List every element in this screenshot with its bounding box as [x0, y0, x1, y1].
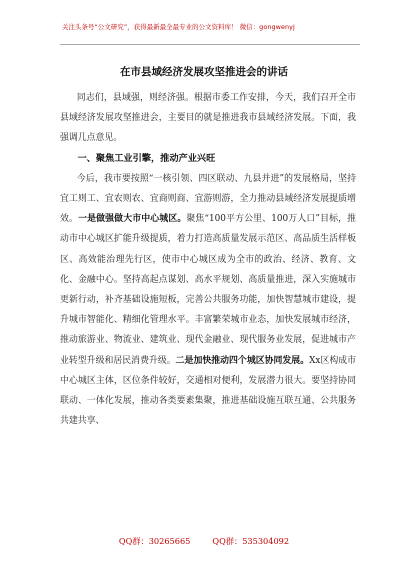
body-paragraph-2: [60, 169, 356, 432]
qq-group-2: QQ群：535304092: [212, 536, 290, 546]
promo-banner: 关注头条号“公文研究”，获得最新最全最专业的公文资料库！ 微信：gongwenyj: [62, 23, 295, 31]
document-body: [60, 88, 356, 431]
qq-group-1: QQ群：30265665: [118, 536, 191, 546]
footer-qq-groups: [0, 536, 408, 547]
bold-lead-1: 一是做强做大市中心城区。: [78, 214, 187, 225]
intro-paragraph: 同志们，县域强，则经济强。根据市委工作安排，今天，我们召开全市县域经济发展攻坚推进会，主要目的就是推进我市县域经济发展。下面，我强调几点意见。: [60, 93, 356, 144]
section-heading-1: 一、聚焦工业引擎，推动产业兴旺: [77, 152, 216, 164]
document-title: 在市县域经济发展攻坚推进会的讲话: [120, 66, 288, 78]
bold-lead-2: 二是加快推动四个城区协同发展。: [175, 355, 310, 366]
header-rule: [60, 44, 360, 45]
paragraph-text: 今后，我市要按照“一核引领、四区联动、九县并进”的发展格局，坚持宜工则工、宜农则农、宜商则商、宜游则游，全力推动县域经济发展提质增效。: [60, 173, 356, 225]
paragraph-text: 聚焦“100平方公里、100万人口”目标，推动市中心城区扩能升级提质，着力打造高质量发展示范区、高品质生活样板区、高效能治理先行区，使市中心城区成为全市的政治、经济、教育、文化、金融中心。坚持高起点谋划、高水平规划、高质量推进，深入实施城市更新行动，补齐基础设施短板，完善公共服务功能，加快智慧城市建设，提升城市智能化、精细化管理水平。丰富繁荣城市业态，加快发展城市经济，推动旅游业、物流业、建筑业、现代金融业、现代服务业发展，促进城市产业转型升级和居民消费升级。: [60, 214, 357, 366]
paragraph-text: Xx区构成市中心城区主体，区位条件较好，交通相对便利，发展潜力很大。要坚持协同联动、一体化发展，推动各类要素集聚，推进基础设施互联互通、公共服务共建共享、: [60, 355, 357, 427]
